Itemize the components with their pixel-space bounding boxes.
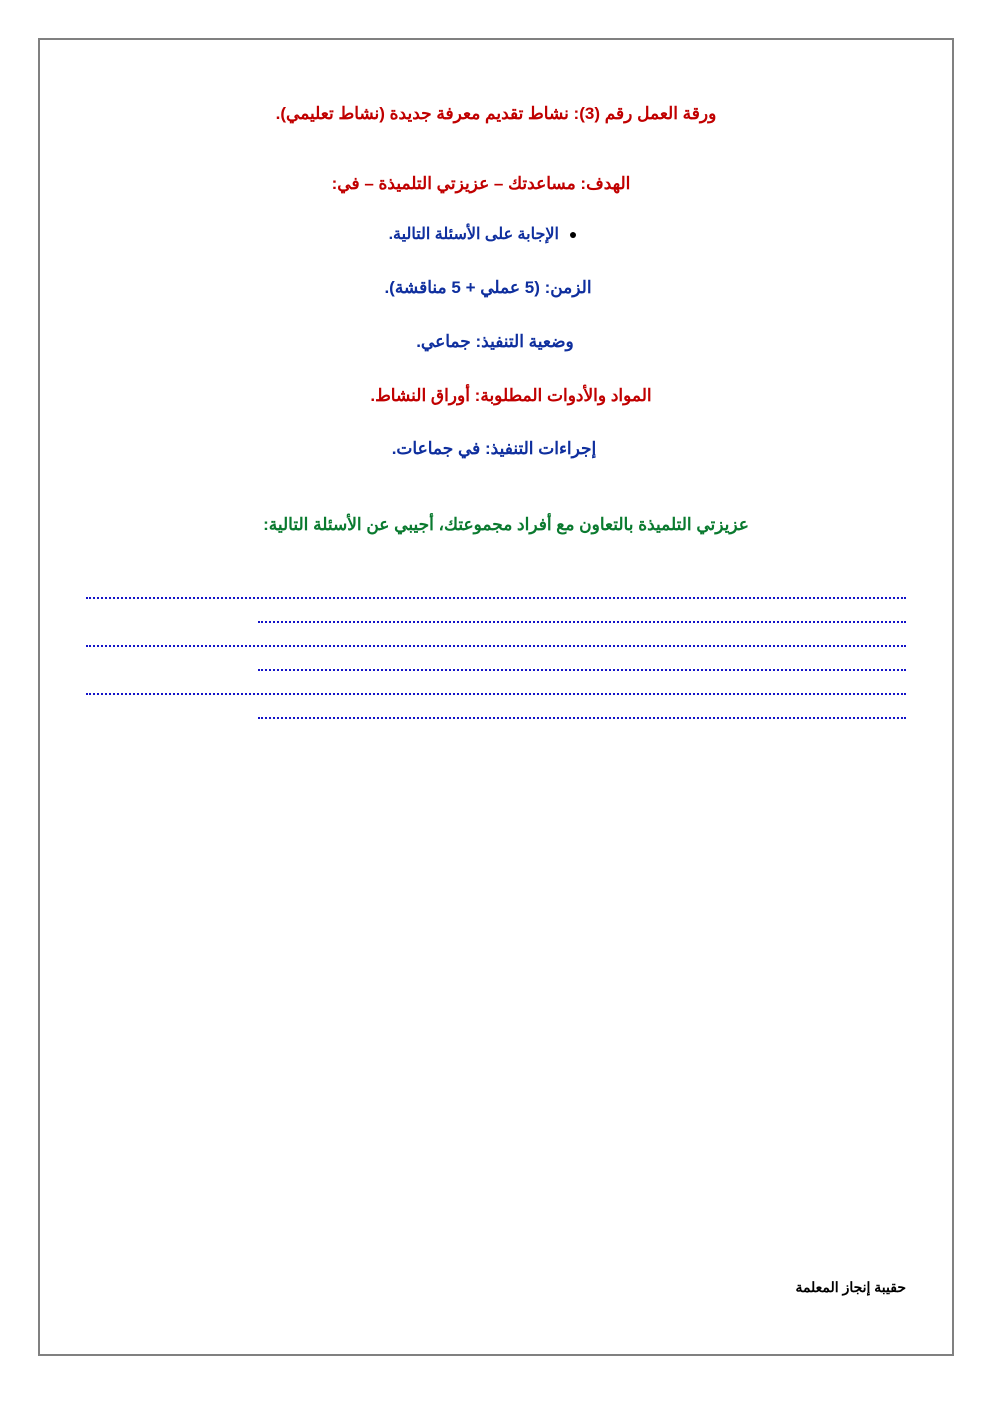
worksheet-title: ورقة العمل رقم (3): نشاط تقديم معرفة جديدة (نشاط تعليمي). [275, 104, 717, 123]
page-content [50, 50, 942, 1344]
answer-lines-area[interactable] [86, 597, 906, 719]
answer-line[interactable] [258, 621, 906, 623]
materials-line: المواد والأدوات المطلوبة: أوراق النشاط. [370, 385, 652, 405]
answer-line[interactable] [86, 693, 906, 695]
time-line: الزمن: (5 عملي + 5 مناقشة). [384, 277, 592, 297]
bullet-dot-icon: ● [568, 225, 578, 242]
goal-bullet-item [86, 224, 906, 246]
page-footer: حقيبة إنجاز المعلمة [795, 1279, 906, 1295]
answer-line[interactable] [258, 717, 906, 719]
answer-line[interactable] [86, 645, 906, 647]
goal-bullet-label: الإجابة على الأسئلة التالية. [388, 225, 559, 243]
answer-line[interactable] [86, 597, 906, 599]
procedure-line: إجراءات التنفيذ: في جماعات. [391, 439, 597, 459]
execution-mode-line: وضعية التنفيذ: جماعي. [416, 331, 574, 351]
answer-line[interactable] [258, 669, 906, 671]
student-instruction-line: عزيزتي التلميذة بالتعاون مع أفراد مجموعتك، أجيبي عن الأسئلة التالية: [263, 515, 749, 535]
goal-heading: الهدف: مساعدتك – عزيزتي التلميذة – في: [331, 173, 631, 193]
